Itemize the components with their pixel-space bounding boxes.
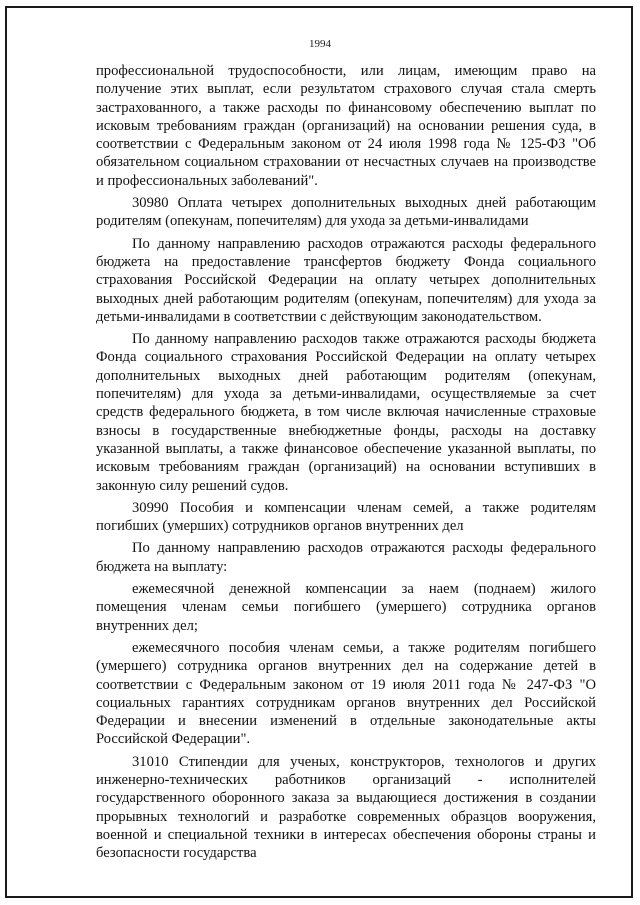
section-heading-31010: 31010 Стипендии для ученых, конструкторов, технологов и других инженерно-технических работников организаций - исполнителей государственного оборонного заказа за выдающиеся достижения в создании прорывных технологий и разработке современных образцов вооружения, военной и специальной техники в интересах обеспечения обороны страны и безопасности государства [96, 753, 596, 862]
paragraph-30980-fund: По данному направлению расходов также отражаются расходы бюджета Фонда социального страхования Российской Федерации на оплату четырех дополнительных выходных дней работающим родителям (опекунам, попечителям) для ухода за детьми-инвалидами, осуществляемые за счет средств федерального бюджета, в том числе включая начисленные страховые взносы в государственные внебюджетные фонды, расходы на доставку указанной выплаты, а также финансовое обеспечение указанной выплаты, по исковым требованиям граждан (организаций) на основании вступивших в законную силу решений судов. [96, 331, 596, 494]
section-heading-30980: 30980 Оплата четырех дополнительных выходных дней работающим родителям (опекунам, попечителям) для ухода за детьми-инвалидами [96, 195, 596, 230]
document-body [96, 62, 596, 862]
page-number: 1994 [309, 38, 331, 50]
paragraph-30980-budget: По данному направлению расходов отражаются расходы федерального бюджета на предоставление трансфертов бюджету Фонда социального страхования Российской Федерации на оплату четырех дополнительных выходных дней работающим родителям (опекунам, попечителям) для ухода за детьми-инвалидами в соответствии с действующим законодательством. [96, 235, 596, 325]
list-item-monthly-allowance: ежемесячного пособия членам семьи, а также родителям погибшего (умершего) сотрудника органов внутренних дел на содержание детей в соответствии с Федеральным законом от 19 июля 2011 года № 247-ФЗ "О социальных гарантиях сотрудникам органов внутренних дел Российской Федерации и внесении изменений в отдельные законодательные акты Российской Федерации". [96, 639, 596, 748]
paragraph-30990-intro: По данному направлению расходов отражаются расходы федерального бюджета на выплату: [96, 540, 596, 575]
paragraph-continuation: профессиональной трудоспособности, или лицам, имеющим право на получение этих выплат, если результатом страхового случая стала смерть застрахованного, а также расходы по финансовому обеспечению выплат по исковым требованиям граждан (организаций) на основании решения суда, в соответствии с Федеральным законом от 24 июля 1998 года № 125-ФЗ "Об обязательном социальном страховании от несчастных случаев на производстве и профессиональных заболеваний". [96, 63, 596, 189]
list-item-housing-compensation: ежемесячной денежной компенсации за наем (поднаем) жилого помещения членам семьи погибшего (умершего) сотрудника органов внутренних дел; [96, 581, 596, 634]
section-heading-30990: 30990 Пособия и компенсации членам семей, а также родителям погибших (умерших) сотрудников органов внутренних дел [96, 499, 596, 535]
